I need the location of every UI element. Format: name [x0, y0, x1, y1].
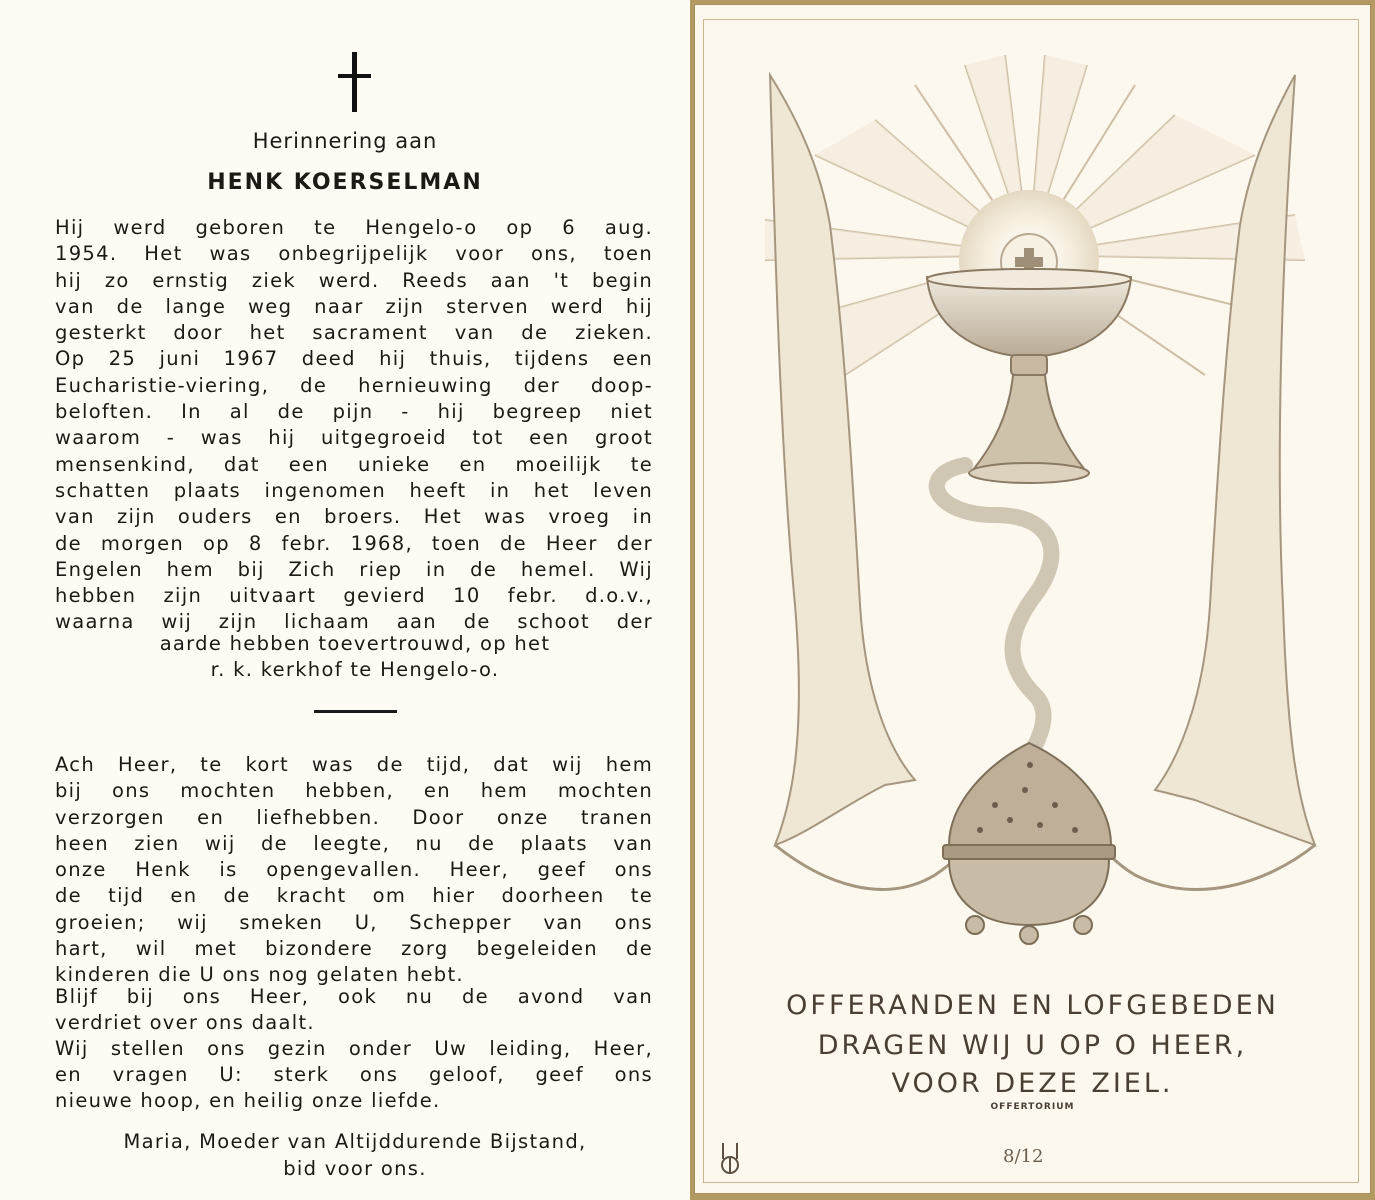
text-line: onze Henk is opengevallen. Heer, geef ons — [55, 858, 653, 882]
divider — [314, 710, 397, 713]
biography-closing-line: r. k. kerkhof te Hengelo-o. — [210, 658, 500, 681]
text-line: van zijn ouders en broers. Het was vroeg in — [55, 505, 653, 529]
incense-smoke — [937, 465, 1052, 765]
thurible-foot — [966, 916, 984, 934]
text-line: bij ons mochten hebben, en hem mochten — [55, 779, 653, 803]
text-line: Engelen hem bij Zich riep in de hemel. Wij — [55, 557, 653, 581]
prayer-paragraph-3 — [55, 1036, 653, 1089]
text-line: Wij stellen ons gezin onder Uw leiding, Heer, — [55, 1037, 653, 1060]
motto-line: OFFERANDEN EN LOFGEBEDEN — [786, 990, 1279, 1021]
devotional-image-card — [690, 0, 1375, 1200]
right-banner — [1155, 75, 1315, 845]
prayer-paragraph — [55, 752, 653, 962]
thurible-bowl — [949, 859, 1109, 925]
text-line: groeien; wij smeken U, Schepper van ons — [55, 910, 653, 934]
prayer-line-end: nieuwe hoop, en heilig onze liefde. — [55, 1089, 441, 1112]
biography-paragraph — [55, 215, 653, 636]
text-line: en vragen U: sterk ons geloof, geef ons — [55, 1063, 653, 1087]
cross-icon-bar — [338, 74, 371, 78]
artist-monogram-icon — [717, 1141, 743, 1175]
text-line: verzorgen en liefhebben. Door onze tranen — [55, 805, 653, 829]
intro-text: Herinnering aan — [252, 129, 438, 153]
card-number: 8/12 — [1003, 1146, 1044, 1167]
biography-closing-line: aarde hebben toevertrouwd, op het — [159, 632, 551, 655]
text-line: gesterkt door het sacrament van de zieken. — [55, 321, 653, 345]
thurible-foot — [1020, 926, 1038, 944]
text-line: schatten plaats ingenomen heeft in het leven — [55, 478, 653, 502]
prayer-line-end: verdriet over ons daalt. — [55, 1011, 315, 1034]
card-inner-panel — [694, 4, 1371, 1194]
chalice-rim — [927, 269, 1131, 289]
text-line: Eucharistie-viering, de hernieuwing der doop- — [55, 373, 653, 397]
chalice-stem — [973, 375, 1085, 470]
thurible-band — [943, 845, 1115, 859]
thurible-foot — [1074, 916, 1092, 934]
prayer-paragraph-2 — [55, 984, 653, 1010]
closing-invocation: Maria, Moeder van Altijddurende Bijstand, — [123, 1130, 587, 1153]
motto-line: DRAGEN WIJ U OP O HEER, — [817, 1030, 1248, 1061]
text-line: Op 25 juni 1967 deed hij thuis, tijdens een — [55, 347, 653, 371]
text-line: hij zo ernstig ziek werd. Reeds aan 't begin — [55, 268, 653, 292]
text-line: de morgen op 8 febr. 1968, toen de Heer der — [55, 531, 653, 555]
text-line: hebben zijn uitvaart gevierd 10 febr. d.o.v., — [55, 584, 653, 608]
cross-icon — [352, 52, 357, 112]
text-line: hart, wil met bizondere zorg begeleiden de — [55, 937, 653, 961]
chalice-illustration — [735, 45, 1335, 950]
text-line: Hij werd geboren te Hengelo-o op 6 aug. — [55, 216, 653, 239]
closing-invocation: bid voor ons. — [283, 1157, 427, 1180]
motto-source: OFFERTORIUM — [990, 1102, 1075, 1112]
host-cross-bar — [1015, 257, 1043, 267]
text-line: Ach Heer, te kort was de tijd, dat wij hem — [55, 753, 653, 776]
text-line: van de lange weg naar zijn sterven werd hij — [55, 294, 653, 318]
deceased-name: HENK KOERSELMAN — [207, 170, 483, 195]
text-line: waarna wij zijn lichaam aan de schoot der — [55, 610, 653, 634]
thurible-lid — [949, 743, 1111, 845]
text-line: heen zien wij de leegte, nu de plaats van — [55, 831, 653, 855]
text-line: de tijd en de kracht om hier doorheen te — [55, 884, 653, 908]
motto-line: VOOR DEZE ZIEL. — [891, 1068, 1174, 1099]
text-line: Blijf bij ons Heer, ook nu de avond van — [55, 985, 653, 1008]
text-line: beloften. In al de pijn - hij begreep niet — [55, 400, 653, 424]
chalice-knot — [1011, 355, 1047, 375]
prayer-line-end: kinderen die U ons nog gelaten hebt. — [55, 963, 464, 986]
text-line: mensenkind, dat een unieke en moeilijk te — [55, 452, 653, 476]
text-line: 1954. Het was onbegrijpelijk voor ons, toen — [55, 242, 653, 266]
chalice-foot — [969, 463, 1089, 483]
text-line: waarom - was hij uitgegroeid tot een groot — [55, 426, 653, 450]
